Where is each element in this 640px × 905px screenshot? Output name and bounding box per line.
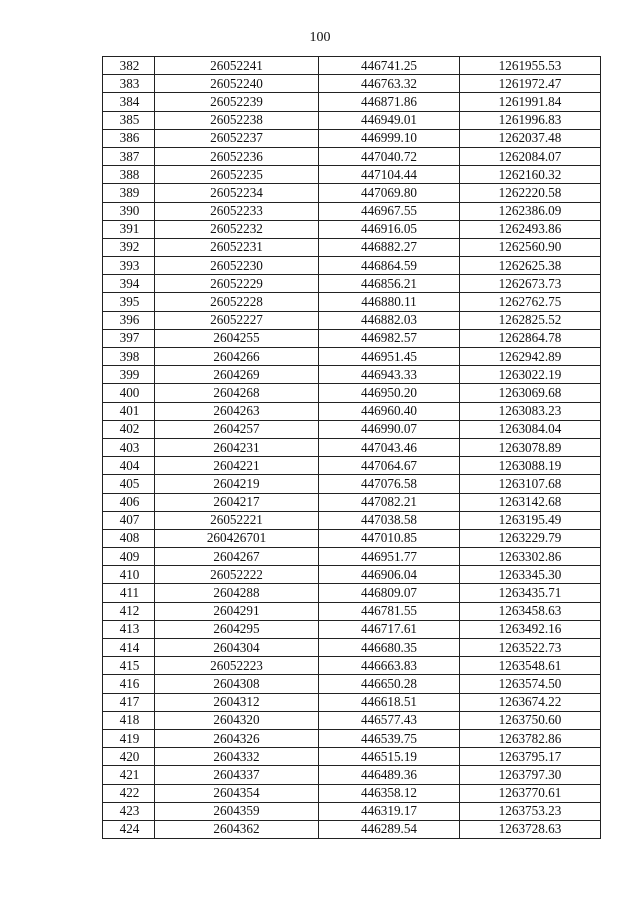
row-number-cell: 412 <box>103 602 155 620</box>
y-coordinate-cell: 1263728.63 <box>460 820 601 838</box>
x-coordinate-cell: 446949.01 <box>319 111 460 129</box>
y-coordinate-cell: 1262560.90 <box>460 238 601 256</box>
y-coordinate-cell: 1263770.61 <box>460 784 601 802</box>
table-row <box>103 57 601 75</box>
point-id-cell: 2604268 <box>155 384 319 402</box>
y-coordinate-cell: 1262084.07 <box>460 147 601 165</box>
row-number-cell: 398 <box>103 348 155 366</box>
y-coordinate-cell: 1263345.30 <box>460 566 601 584</box>
table-row <box>103 784 601 802</box>
point-id-cell: 2604291 <box>155 602 319 620</box>
table-row <box>103 93 601 111</box>
x-coordinate-cell: 446741.25 <box>319 57 460 75</box>
y-coordinate-cell: 1263022.19 <box>460 366 601 384</box>
page-number: 100 <box>309 30 331 45</box>
table-row <box>103 348 601 366</box>
row-number-cell: 415 <box>103 657 155 675</box>
x-coordinate-cell: 446990.07 <box>319 420 460 438</box>
row-number-cell: 407 <box>103 511 155 529</box>
y-coordinate-cell: 1263229.79 <box>460 529 601 547</box>
x-coordinate-cell: 446650.28 <box>319 675 460 693</box>
row-number-cell: 421 <box>103 766 155 784</box>
point-id-cell: 2604326 <box>155 729 319 747</box>
row-number-cell: 409 <box>103 548 155 566</box>
x-coordinate-cell: 446809.07 <box>319 584 460 602</box>
x-coordinate-cell: 446882.03 <box>319 311 460 329</box>
row-number-cell: 410 <box>103 566 155 584</box>
table-row <box>103 220 601 238</box>
point-id-cell: 26052232 <box>155 220 319 238</box>
table-row <box>103 584 601 602</box>
point-id-cell: 2604354 <box>155 784 319 802</box>
x-coordinate-cell: 446906.04 <box>319 566 460 584</box>
table-row <box>103 620 601 638</box>
x-coordinate-cell: 446781.55 <box>319 602 460 620</box>
table-row <box>103 457 601 475</box>
x-coordinate-cell: 446882.27 <box>319 238 460 256</box>
x-coordinate-cell: 447043.46 <box>319 438 460 456</box>
table-row <box>103 511 601 529</box>
point-id-cell: 26052230 <box>155 257 319 275</box>
y-coordinate-cell: 1263302.86 <box>460 548 601 566</box>
table-row <box>103 548 601 566</box>
point-id-cell: 2604266 <box>155 348 319 366</box>
y-coordinate-cell: 1263088.19 <box>460 457 601 475</box>
table-row <box>103 311 601 329</box>
point-id-cell: 2604267 <box>155 548 319 566</box>
table-row <box>103 275 601 293</box>
table-row <box>103 366 601 384</box>
row-number-cell: 389 <box>103 184 155 202</box>
row-number-cell: 391 <box>103 220 155 238</box>
point-id-cell: 2604312 <box>155 693 319 711</box>
point-id-cell: 26052235 <box>155 166 319 184</box>
row-number-cell: 402 <box>103 420 155 438</box>
point-id-cell: 2604255 <box>155 329 319 347</box>
point-id-cell: 2604221 <box>155 457 319 475</box>
table-row <box>103 802 601 820</box>
table-row <box>103 675 601 693</box>
y-coordinate-cell: 1263435.71 <box>460 584 601 602</box>
point-id-cell: 26052236 <box>155 147 319 165</box>
table-row <box>103 238 601 256</box>
point-id-cell: 2604263 <box>155 402 319 420</box>
point-id-cell: 26052222 <box>155 566 319 584</box>
row-number-cell: 416 <box>103 675 155 693</box>
table-row <box>103 657 601 675</box>
row-number-cell: 388 <box>103 166 155 184</box>
point-id-cell: 2604295 <box>155 620 319 638</box>
point-id-cell: 26052241 <box>155 57 319 75</box>
table-row <box>103 293 601 311</box>
y-coordinate-cell: 1262864.78 <box>460 329 601 347</box>
row-number-cell: 386 <box>103 129 155 147</box>
y-coordinate-cell: 1262762.75 <box>460 293 601 311</box>
x-coordinate-cell: 447104.44 <box>319 166 460 184</box>
y-coordinate-cell: 1263492.16 <box>460 620 601 638</box>
row-number-cell: 385 <box>103 111 155 129</box>
point-id-cell: 2604304 <box>155 639 319 657</box>
row-number-cell: 383 <box>103 75 155 93</box>
row-number-cell: 420 <box>103 748 155 766</box>
point-id-cell: 2604332 <box>155 748 319 766</box>
y-coordinate-cell: 1261955.53 <box>460 57 601 75</box>
point-id-cell: 2604257 <box>155 420 319 438</box>
point-id-cell: 2604362 <box>155 820 319 838</box>
x-coordinate-cell: 446864.59 <box>319 257 460 275</box>
table-row <box>103 75 601 93</box>
x-coordinate-cell: 446871.86 <box>319 93 460 111</box>
x-coordinate-cell: 446951.45 <box>319 348 460 366</box>
table-row <box>103 147 601 165</box>
x-coordinate-cell: 446489.36 <box>319 766 460 784</box>
row-number-cell: 417 <box>103 693 155 711</box>
x-coordinate-cell: 446577.43 <box>319 711 460 729</box>
table-row <box>103 257 601 275</box>
y-coordinate-cell: 1262160.32 <box>460 166 601 184</box>
y-coordinate-cell: 1263750.60 <box>460 711 601 729</box>
x-coordinate-cell: 447038.58 <box>319 511 460 529</box>
x-coordinate-cell: 446943.33 <box>319 366 460 384</box>
point-id-cell: 2604288 <box>155 584 319 602</box>
point-id-cell: 260426701 <box>155 529 319 547</box>
y-coordinate-cell: 1263458.63 <box>460 602 601 620</box>
row-number-cell: 423 <box>103 802 155 820</box>
coordinates-table <box>102 56 601 839</box>
point-id-cell: 26052231 <box>155 238 319 256</box>
y-coordinate-cell: 1263069.68 <box>460 384 601 402</box>
point-id-cell: 2604269 <box>155 366 319 384</box>
x-coordinate-cell: 446717.61 <box>319 620 460 638</box>
point-id-cell: 26052237 <box>155 129 319 147</box>
row-number-cell: 405 <box>103 475 155 493</box>
y-coordinate-cell: 1262673.73 <box>460 275 601 293</box>
table-row <box>103 639 601 657</box>
table-row <box>103 111 601 129</box>
y-coordinate-cell: 1263753.23 <box>460 802 601 820</box>
x-coordinate-cell: 446763.32 <box>319 75 460 93</box>
y-coordinate-cell: 1263795.17 <box>460 748 601 766</box>
table-row <box>103 402 601 420</box>
x-coordinate-cell: 446960.40 <box>319 402 460 420</box>
point-id-cell: 26052221 <box>155 511 319 529</box>
table-row <box>103 493 601 511</box>
row-number-cell: 422 <box>103 784 155 802</box>
table-row <box>103 420 601 438</box>
x-coordinate-cell: 446982.57 <box>319 329 460 347</box>
x-coordinate-cell: 446999.10 <box>319 129 460 147</box>
y-coordinate-cell: 1263084.04 <box>460 420 601 438</box>
table-row <box>103 711 601 729</box>
y-coordinate-cell: 1262220.58 <box>460 184 601 202</box>
y-coordinate-cell: 1263574.50 <box>460 675 601 693</box>
row-number-cell: 404 <box>103 457 155 475</box>
y-coordinate-cell: 1263078.89 <box>460 438 601 456</box>
x-coordinate-cell: 446967.55 <box>319 202 460 220</box>
table-row <box>103 438 601 456</box>
point-id-cell: 26052228 <box>155 293 319 311</box>
y-coordinate-cell: 1263674.22 <box>460 693 601 711</box>
x-coordinate-cell: 447064.67 <box>319 457 460 475</box>
x-coordinate-cell: 447069.80 <box>319 184 460 202</box>
point-id-cell: 26052240 <box>155 75 319 93</box>
x-coordinate-cell: 446358.12 <box>319 784 460 802</box>
table-row <box>103 184 601 202</box>
y-coordinate-cell: 1261991.84 <box>460 93 601 111</box>
table-row <box>103 129 601 147</box>
x-coordinate-cell: 446663.83 <box>319 657 460 675</box>
x-coordinate-cell: 446916.05 <box>319 220 460 238</box>
table-row <box>103 329 601 347</box>
row-number-cell: 411 <box>103 584 155 602</box>
row-number-cell: 384 <box>103 93 155 111</box>
y-coordinate-cell: 1262942.89 <box>460 348 601 366</box>
y-coordinate-cell: 1263522.73 <box>460 639 601 657</box>
row-number-cell: 395 <box>103 293 155 311</box>
y-coordinate-cell: 1262625.38 <box>460 257 601 275</box>
row-number-cell: 392 <box>103 238 155 256</box>
x-coordinate-cell: 446880.11 <box>319 293 460 311</box>
point-id-cell: 2604359 <box>155 802 319 820</box>
table-row <box>103 729 601 747</box>
table-row <box>103 529 601 547</box>
y-coordinate-cell: 1263107.68 <box>460 475 601 493</box>
x-coordinate-cell: 447040.72 <box>319 147 460 165</box>
x-coordinate-cell: 446515.19 <box>319 748 460 766</box>
point-id-cell: 26052233 <box>155 202 319 220</box>
point-id-cell: 26052234 <box>155 184 319 202</box>
row-number-cell: 408 <box>103 529 155 547</box>
row-number-cell: 387 <box>103 147 155 165</box>
point-id-cell: 2604308 <box>155 675 319 693</box>
row-number-cell: 418 <box>103 711 155 729</box>
point-id-cell: 26052223 <box>155 657 319 675</box>
y-coordinate-cell: 1263195.49 <box>460 511 601 529</box>
table-row <box>103 384 601 402</box>
x-coordinate-cell: 446856.21 <box>319 275 460 293</box>
row-number-cell: 414 <box>103 639 155 657</box>
row-number-cell: 401 <box>103 402 155 420</box>
x-coordinate-cell: 446618.51 <box>319 693 460 711</box>
table-row <box>103 166 601 184</box>
y-coordinate-cell: 1261972.47 <box>460 75 601 93</box>
table-row <box>103 748 601 766</box>
y-coordinate-cell: 1263548.61 <box>460 657 601 675</box>
row-number-cell: 382 <box>103 57 155 75</box>
table-row <box>103 693 601 711</box>
row-number-cell: 413 <box>103 620 155 638</box>
row-number-cell: 399 <box>103 366 155 384</box>
y-coordinate-cell: 1262386.09 <box>460 202 601 220</box>
x-coordinate-cell: 446319.17 <box>319 802 460 820</box>
y-coordinate-cell: 1262037.48 <box>460 129 601 147</box>
x-coordinate-cell: 446680.35 <box>319 639 460 657</box>
y-coordinate-cell: 1263142.68 <box>460 493 601 511</box>
point-id-cell: 2604217 <box>155 493 319 511</box>
point-id-cell: 2604320 <box>155 711 319 729</box>
row-number-cell: 390 <box>103 202 155 220</box>
coordinates-table-body <box>103 57 601 839</box>
point-id-cell: 26052229 <box>155 275 319 293</box>
row-number-cell: 400 <box>103 384 155 402</box>
row-number-cell: 424 <box>103 820 155 838</box>
x-coordinate-cell: 447076.58 <box>319 475 460 493</box>
row-number-cell: 397 <box>103 329 155 347</box>
point-id-cell: 2604337 <box>155 766 319 784</box>
row-number-cell: 406 <box>103 493 155 511</box>
y-coordinate-cell: 1262493.86 <box>460 220 601 238</box>
table-row <box>103 566 601 584</box>
point-id-cell: 26052239 <box>155 93 319 111</box>
point-id-cell: 26052227 <box>155 311 319 329</box>
row-number-cell: 419 <box>103 729 155 747</box>
table-row <box>103 820 601 838</box>
point-id-cell: 2604231 <box>155 438 319 456</box>
x-coordinate-cell: 447010.85 <box>319 529 460 547</box>
x-coordinate-cell: 446950.20 <box>319 384 460 402</box>
row-number-cell: 394 <box>103 275 155 293</box>
row-number-cell: 403 <box>103 438 155 456</box>
row-number-cell: 396 <box>103 311 155 329</box>
table-row <box>103 602 601 620</box>
x-coordinate-cell: 446951.77 <box>319 548 460 566</box>
y-coordinate-cell: 1261996.83 <box>460 111 601 129</box>
x-coordinate-cell: 446289.54 <box>319 820 460 838</box>
row-number-cell: 393 <box>103 257 155 275</box>
table-row <box>103 766 601 784</box>
point-id-cell: 26052238 <box>155 111 319 129</box>
table-row <box>103 475 601 493</box>
point-id-cell: 2604219 <box>155 475 319 493</box>
y-coordinate-cell: 1263782.86 <box>460 729 601 747</box>
y-coordinate-cell: 1263083.23 <box>460 402 601 420</box>
x-coordinate-cell: 447082.21 <box>319 493 460 511</box>
y-coordinate-cell: 1262825.52 <box>460 311 601 329</box>
y-coordinate-cell: 1263797.30 <box>460 766 601 784</box>
x-coordinate-cell: 446539.75 <box>319 729 460 747</box>
table-row <box>103 202 601 220</box>
